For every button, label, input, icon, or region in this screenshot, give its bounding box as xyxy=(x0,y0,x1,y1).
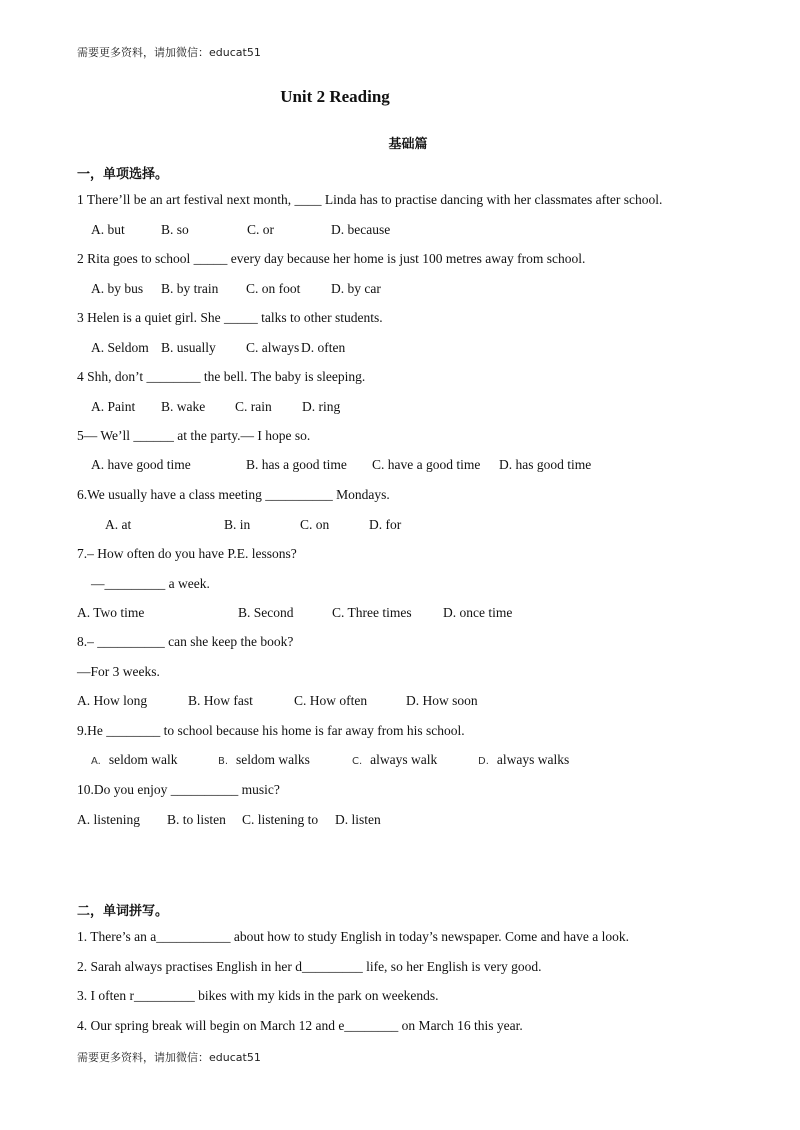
question-stem: 6.We usually have a class meeting __________ Mondays. xyxy=(77,487,390,502)
option-letter: C. xyxy=(352,756,363,767)
option-b: B. in xyxy=(224,517,251,532)
question-stem: 7.– How often do you have P.E. lessons? xyxy=(77,546,297,561)
option-text: seldom walk xyxy=(108,752,178,767)
option-d: D. often xyxy=(301,340,346,355)
option-a: A. but xyxy=(91,222,125,237)
question-stem: 3 Helen is a quiet girl. She _____ talks to other students. xyxy=(77,310,383,325)
question-stem: 1 There’ll be an art festival next month, ____ Linda has to practise dancing with her classmates after school. xyxy=(77,192,663,207)
question-stem: 10.Do you enjoy __________ music? xyxy=(77,782,280,797)
option-c: C. or xyxy=(247,222,274,237)
option-d: D. for xyxy=(369,517,402,532)
question-stem: 5— We’ll ______ at the party.— I hope so. xyxy=(77,428,311,443)
footer-note: 需要更多资料，请加微信：educat51 xyxy=(77,1051,261,1064)
option-d: D. ring xyxy=(302,399,341,414)
option-c: C. Three times xyxy=(332,605,412,620)
option-a: A. by bus xyxy=(91,281,144,296)
spelling-item: 3. I often r_________ bikes with my kids in the park on weekends. xyxy=(77,988,439,1003)
option-b: B. so xyxy=(161,222,189,237)
option-a: A. at xyxy=(105,517,132,532)
option-letter: D. xyxy=(478,756,489,767)
question-stem: 9.He ________ to school because his home is far away from his school. xyxy=(77,723,465,738)
option-d xyxy=(478,752,569,768)
option-a: A. Two time xyxy=(77,605,145,620)
question-response-line: —_________ a week. xyxy=(91,576,210,591)
spelling-item: 4. Our spring break will begin on March 12 and e________ on March 16 this year. xyxy=(77,1018,523,1033)
question-stem: 8.– __________ can she keep the book? xyxy=(77,634,294,649)
option-c: C. always xyxy=(246,340,300,355)
option-c: C. have a good time xyxy=(372,457,481,472)
option-letter: B. xyxy=(218,756,229,767)
option-d: D. because xyxy=(331,222,391,237)
option-c xyxy=(352,752,437,768)
option-d: D. has good time xyxy=(499,457,592,472)
option-a: A. have good time xyxy=(91,457,191,472)
question-response-line: —For 3 weeks. xyxy=(77,664,160,679)
option-d: D. once time xyxy=(443,605,513,620)
option-text: seldom walks xyxy=(236,752,310,767)
option-c: C. rain xyxy=(235,399,272,414)
option-a: A. listening xyxy=(77,812,140,827)
option-b: B. Second xyxy=(238,605,294,620)
question-stem: 2 Rita goes to school _____ every day because her home is just 100 metres away from school. xyxy=(77,251,586,266)
option-a: A. How long xyxy=(77,693,148,708)
page-subtitle: 基础篇 xyxy=(388,137,428,152)
option-c: C. listening to xyxy=(242,812,319,827)
option-b: B. wake xyxy=(161,399,206,414)
option-b: B. to listen xyxy=(167,812,226,827)
option-text: always walk xyxy=(370,752,438,767)
spelling-item: 1. There’s an a___________ about how to study English in today’s newspaper. Come and have a look. xyxy=(77,929,630,944)
option-b: B. has a good time xyxy=(246,457,347,472)
option-b: B. by train xyxy=(161,281,219,296)
option-d: D. How soon xyxy=(406,693,478,708)
section-title-spelling: 二，单词拼写。 xyxy=(77,904,169,919)
section-title-multiple-choice: 一，单项选择。 xyxy=(77,167,169,182)
option-b xyxy=(218,752,310,768)
option-text: always walks xyxy=(496,752,570,767)
header-note: 需要更多资料，请加微信：educat51 xyxy=(77,46,261,59)
option-c: C. on xyxy=(300,517,330,532)
option-c: C. on foot xyxy=(246,281,301,296)
question-stem: 4 Shh, don’t ________ the bell. The baby is sleeping. xyxy=(77,369,366,384)
spelling-item: 2. Sarah always practises English in her d_________ life, so her English is very good. xyxy=(77,959,542,974)
option-d: D. listen xyxy=(335,812,381,827)
page-title: Unit 2 Reading xyxy=(280,87,390,106)
option-b: B. How fast xyxy=(188,693,253,708)
option-a: A. Paint xyxy=(91,399,136,414)
option-d: D. by car xyxy=(331,281,381,296)
option-a xyxy=(91,752,177,768)
option-b: B. usually xyxy=(161,340,216,355)
option-letter: A. xyxy=(91,756,101,767)
option-c: C. How often xyxy=(294,693,368,708)
option-a: A. Seldom xyxy=(91,340,149,355)
